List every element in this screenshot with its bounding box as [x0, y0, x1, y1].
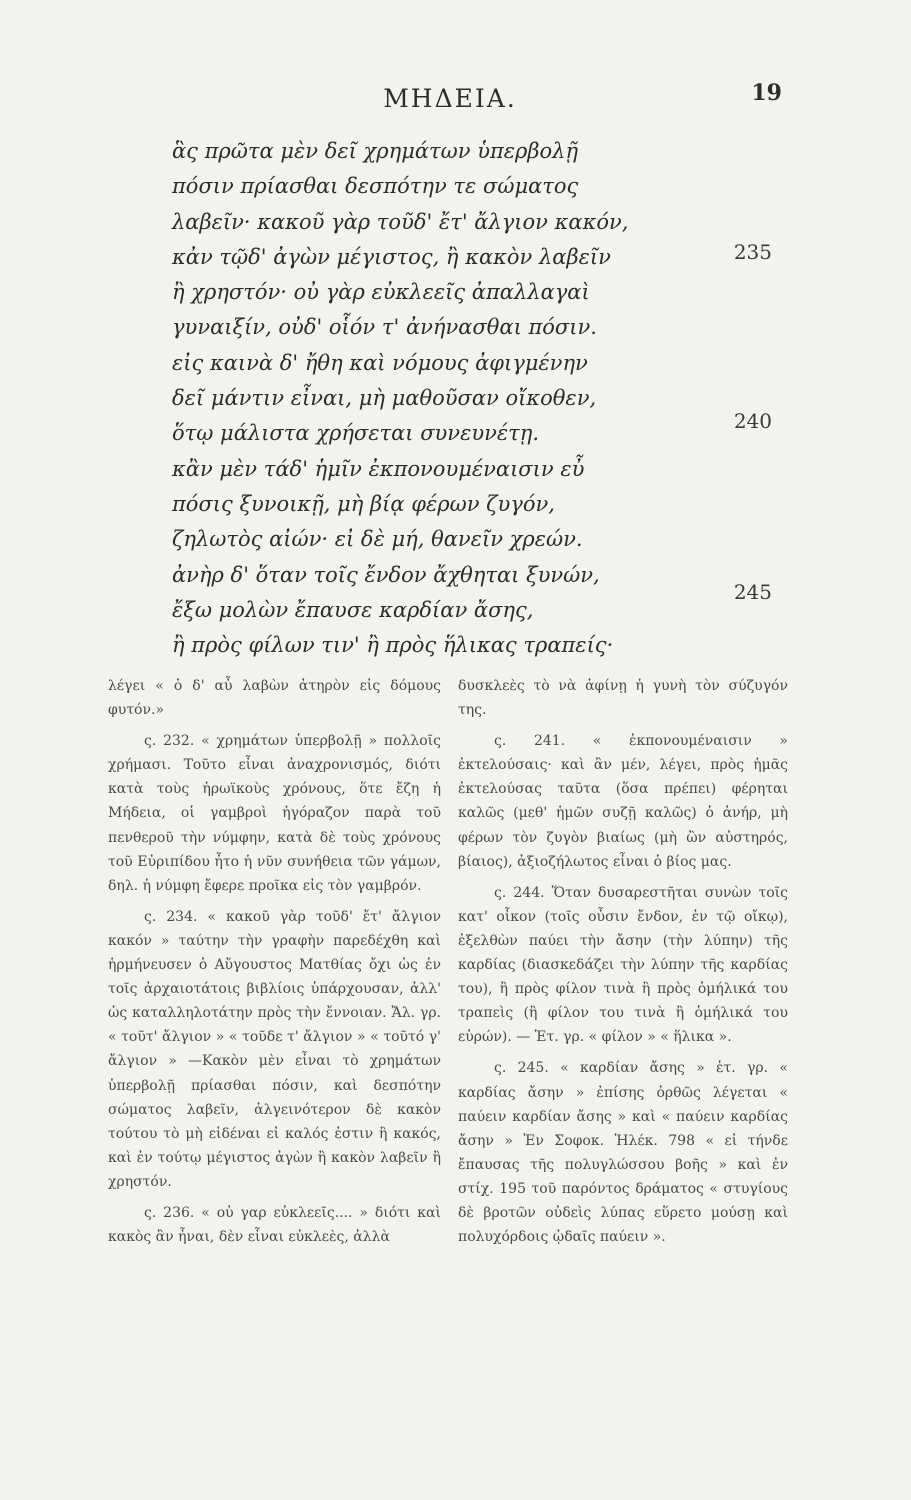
verse-line: κἀν τῷδ' ἀγὼν μέγιστος, ἢ κακὸν λαβεῖν — [172, 244, 611, 269]
verse-line: γυναιξίν, οὐδ' οἷόν τ' ἀνήνασθαι πόσιν. — [172, 315, 597, 340]
commentary-note: λέγει « ὁ δ' αὖ λαβὼν ἀτηρὸν εἰς δόμους φυτόν.» — [108, 678, 441, 719]
commentary-note: ς. 241. « ἐκπονουμέναισιν » ἐκτελούσαις· καὶ ἂν μέν, λέγει, πρὸς ἡμᾶς ἐκτελούσας ταῦτα (ὅσα πρέπει) φέρηται καλῶς (μεθ' ἡμῶν συζῇ καλῶς) ὁ ἀνήρ, μὴ φέρων τὸν ζυγὸν βιαίως (μὴ ὢν αὐστηρός, βίαιος), ἀξιοζήλωτος εἶναι ὁ βίος μας. — [458, 733, 788, 870]
verse-line: κἂν μὲν τάδ' ἡμῖν ἐκπονουμέναισιν εὖ — [172, 456, 585, 481]
verse-line: πόσιν πρίασθαι δεσπότην τε σώματος — [172, 174, 579, 199]
verse-line: δεῖ μάντιν εἶναι, μὴ μαθοῦσαν οἴκοθεν, — [172, 386, 597, 411]
verse-line: ζηλωτὸς αἰών· εἰ δὲ μή, θανεῖν χρεών. — [172, 527, 583, 552]
line-number: 245 — [733, 580, 772, 604]
commentary-note: ς. 244. Ὅταν δυσαρεστῆται συνὼν τοῖς κατ' οἶκον (τοῖς οὖσιν ἔνδον, ἐν τῷ οἴκῳ), ἐξελθὼν παύει τὴν ἄσην (τὴν λύπην) τῆς καρδίας (διασκεδάζει τὴν λύπην τῆς καρδίας του), ἢ πρὸς φίλον τινὰ ἢ πρὸς ὁμήλικά του τραπεὶς (ἢ φίλον του τινὰ ἢ ὁμήλικά του εὑρών). — Ἑτ. γρ. « φίλον » « ἥλικα ». — [458, 884, 788, 1046]
commentary-note: ς. 232. « χρημάτων ὑπερβολῇ » πολλοῖς χρήμασι. Τοῦτο εἶναι ἀναχρονισμός, διότι κατὰ τοὺς ἡρωϊκοὺς χρόνους, ὅτε ἔζη ἡ Μήδεια, οἱ γαμβροὶ ἠγόραζον παρὰ τοῦ πενθεροῦ τὴν νύμφην, κατὰ δὲ τοὺς χρόνους τοῦ Εὐριπίδου ἦτο ἡ νῦν συνήθεια τῶν γάμων, δηλ. ἡ νύμφη ἔφερε προῖκα εἰς τὸν γαμβρόν. — [108, 733, 441, 894]
verse-line: ἔξω μολὼν ἔπαυσε καρδίαν ἄσης, — [172, 597, 534, 622]
verse-line: ἀνὴρ δ' ὅταν τοῖς ἔνδον ἄχθηται ξυνών, — [172, 562, 600, 587]
commentary-note: δυσκλεὲς τὸ νὰ ἀφίνῃ ἡ γυνὴ τὸν σύζυγόν της. — [458, 678, 788, 719]
commentary-right-column — [458, 674, 788, 1249]
verse-line: ἢ πρὸς φίλων τιν' ἢ πρὸς ἥλικας τραπείς· — [172, 633, 614, 658]
verse-line: ἃς πρῶτα μὲν δεῖ χρημάτων ὑπερβολῇ — [172, 139, 579, 163]
verse-line: λαβεῖν· κακοῦ γὰρ τοῦδ' ἔτ' ἄλγιον κακόν, — [172, 209, 629, 234]
verse-line: εἰς καινὰ δ' ἤθη καὶ νόμους ἀφιγμένην — [172, 350, 588, 375]
commentary-note: ς. 234. « κακοῦ γὰρ τοῦδ' ἔτ' ἄλγιον κακόν » ταύτην τὴν γραφὴν παρεδέχθη καὶ ἡρμήνευσεν ὁ Αὔγουστος Ματθίας ὄχι ὡς ἐν τοῖς ἀρχαιοτάτοις βιβλίοις ὑπάρχουσαν, ἀλλ' ὡς καταλληλοτάτην πρὸς τὴν ἔννοιαν. Ἄλ. γρ. « τοῦτ' ἄλγιον » « τοῦδε τ' ἄλγιον » « τοῦτό γ' ἄλγιον » —Κακὸν μὲν εἶναι τὸ χρημάτων ὑπερβολῇ πρίασθαι πόσιν, καὶ δεσπότην σώματος λαβεῖν, ἀλγεινότερον δὲ κακὸν τούτου τὸ μὴ εἰδέναι εἰ καλός ἐστιν ἢ κακός, καὶ ἐν τούτῳ μέγιστος ἀγὼν ἢ κακὸν λαβεῖν ἢ χρηστόν. — [108, 908, 441, 1190]
commentary-note: ς. 245. « καρδίαν ἄσης » ἑτ. γρ. « καρδίας ἄσην » ἐπίσης ὀρθῶς λέγεται « παύειν καρδίαν ἄσης » καὶ « παύειν καρδίας ἄσην » Ἐν Σοφοκ. Ἠλέκ. 798 « εἰ τήνδε ἔπαυσας τῆς πολυγλώσσου βοῆς » καὶ ἐν στίχ. 195 τοῦ παρόντος δράματος « στυγίους δὲ βροτῶν οὐδεὶς λύπας εὕρετο μούσῃ καὶ πολυχόρδοις ᾠδαῖς παύειν ». — [458, 1060, 788, 1246]
verse-line: πόσις ξυνοικῇ, μὴ βίᾳ φέρων ζυγόν, — [172, 491, 555, 516]
verse-block — [172, 134, 652, 663]
line-number: 240 — [733, 409, 772, 433]
commentary-note: ς. 236. « οὐ γαρ εὐκλεεῖς.... » διότι καὶ κακὸς ἂν ἦναι, δὲν εἶναι εὐκλεὲς, ἀλλὰ — [108, 1204, 441, 1246]
line-number: 235 — [733, 240, 772, 264]
page-number: 19 — [751, 80, 782, 106]
commentary-left-column — [108, 674, 441, 1249]
verse-line: ὅτῳ μάλιστα χρήσεται συνευνέτῃ. — [172, 421, 540, 446]
running-title: ΜΗΔΕΙΑ. — [383, 84, 517, 113]
verse-line: ἢ χρηστόν· οὐ γὰρ εὐκλεεῖς ἀπαλλαγαὶ — [172, 280, 590, 305]
